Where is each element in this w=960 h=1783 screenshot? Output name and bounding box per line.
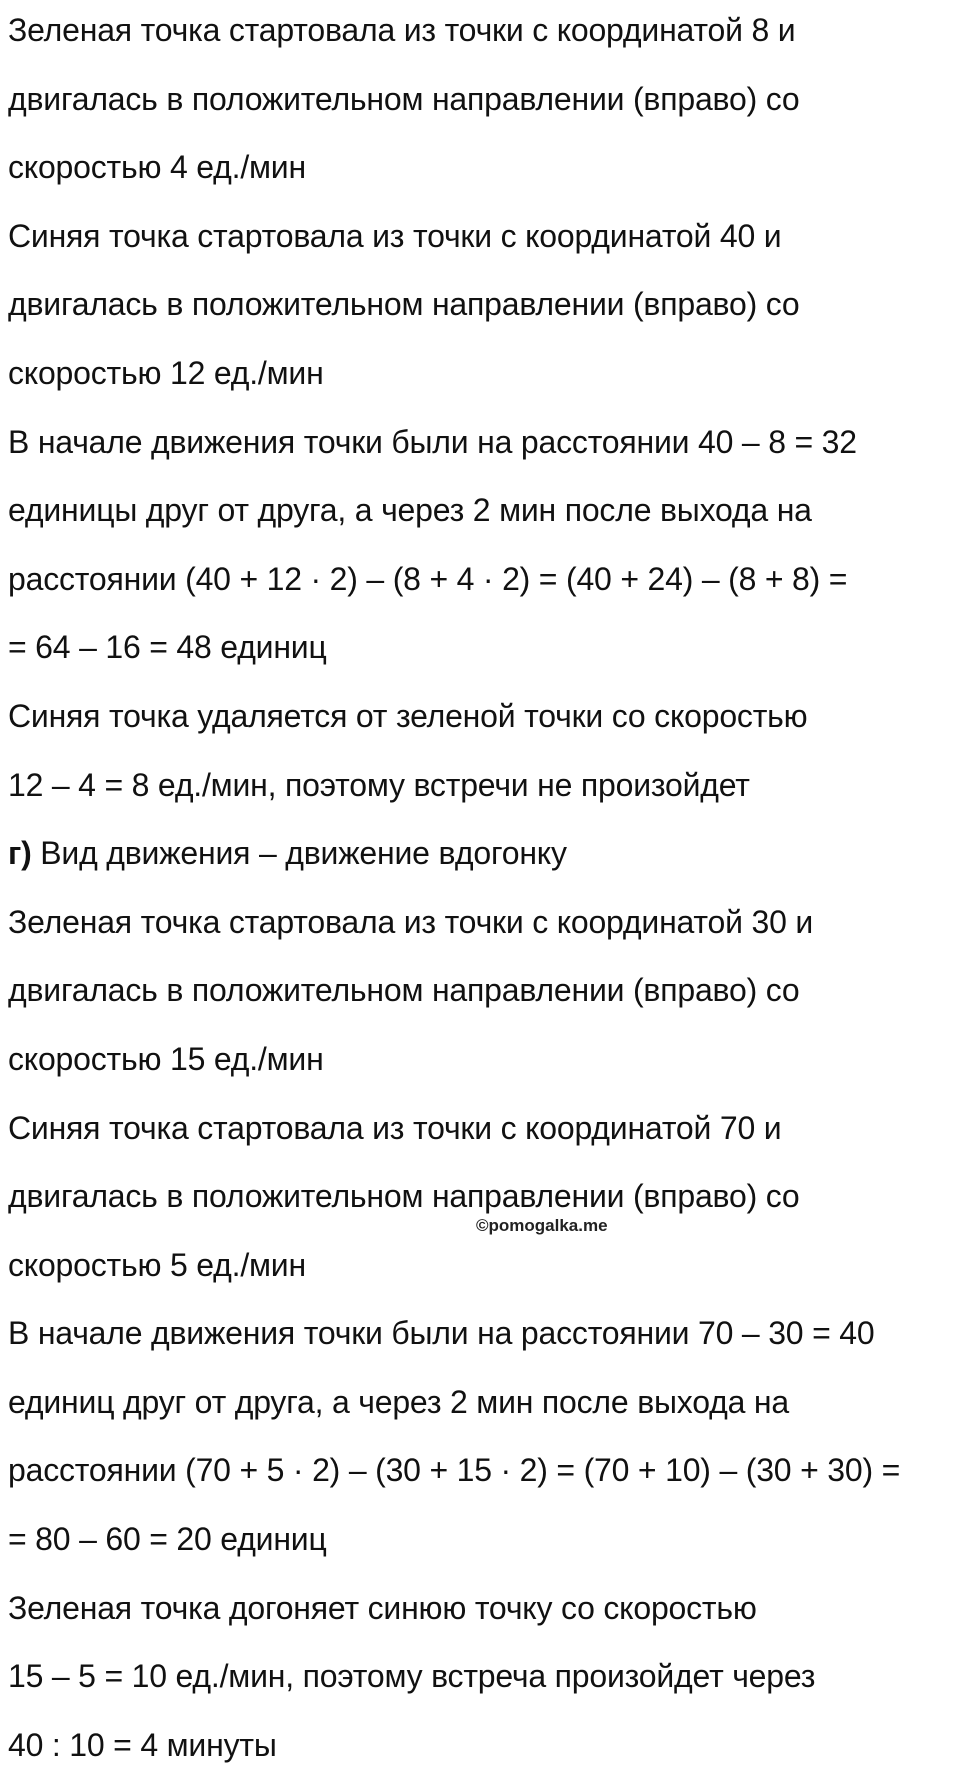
text-line: единиц друг от друга, а через 2 мин после выхода на <box>8 1383 789 1420</box>
text-line: 40 : 10 = 4 минуты <box>8 1726 277 1763</box>
section-label: г) <box>8 835 32 872</box>
text-line: двигалась в положительном направлении (вправо) со <box>8 972 800 1009</box>
text-line: двигалась в положительном направлении (вправо) со <box>8 286 800 323</box>
text-line: скоростью 12 ед./мин <box>8 354 324 391</box>
text-line: единицы друг от друга, а через 2 мин после выхода на <box>8 492 812 529</box>
text-line: Синяя точка стартовала из точки с координатой 70 и <box>8 1109 782 1146</box>
text-line: двигалась в положительном направлении (вправо) со <box>8 80 800 117</box>
text-line: Зеленая точка стартовала из точки с координатой 30 и <box>8 903 814 940</box>
text-line: скоростью 15 ед./мин <box>8 1040 324 1077</box>
text-line: В начале движения точки были на расстоянии 40 – 8 = 32 <box>8 423 857 460</box>
text-line: Зеленая точка догоняет синюю точку со скоростью <box>8 1589 757 1626</box>
text-line: = 80 – 60 = 20 единиц <box>8 1521 327 1558</box>
text-line: 15 – 5 = 10 ед./мин, поэтому встреча произойдет через <box>8 1658 816 1695</box>
text-line: скоростью 5 ед./мин <box>8 1246 306 1283</box>
text-line: скоростью 4 ед./мин <box>8 149 306 186</box>
text-line: двигалась в положительном направлении (вправо) со <box>8 1178 800 1215</box>
document-body <box>8 0 952 1783</box>
text-line: = 64 – 16 = 48 единиц <box>8 629 327 666</box>
text-line: Зеленая точка стартовала из точки с координатой 8 и <box>8 12 796 48</box>
text-line: расстоянии (40 + 12 · 2) – (8 + 4 · 2) = (40 + 24) – (8 + 8) = <box>8 560 848 597</box>
text-line: В начале движения точки были на расстоянии 70 – 30 = 40 <box>8 1315 875 1352</box>
section-heading <box>8 823 952 892</box>
text-line: расстоянии (70 + 5 · 2) – (30 + 15 · 2) = (70 + 10) – (30 + 30) = <box>8 1452 901 1489</box>
text-line: 12 – 4 = 8 ед./мин, поэтому встречи не произойдет <box>8 766 750 803</box>
text-line: Синяя точка стартовала из точки с координатой 40 и <box>8 217 782 254</box>
text-line: Синяя точка удаляется от зеленой точки со скоростью <box>8 697 808 734</box>
section-title: Вид движения – движение вдогонку <box>31 835 567 872</box>
watermark: ©pomogalka.me <box>476 1216 608 1235</box>
